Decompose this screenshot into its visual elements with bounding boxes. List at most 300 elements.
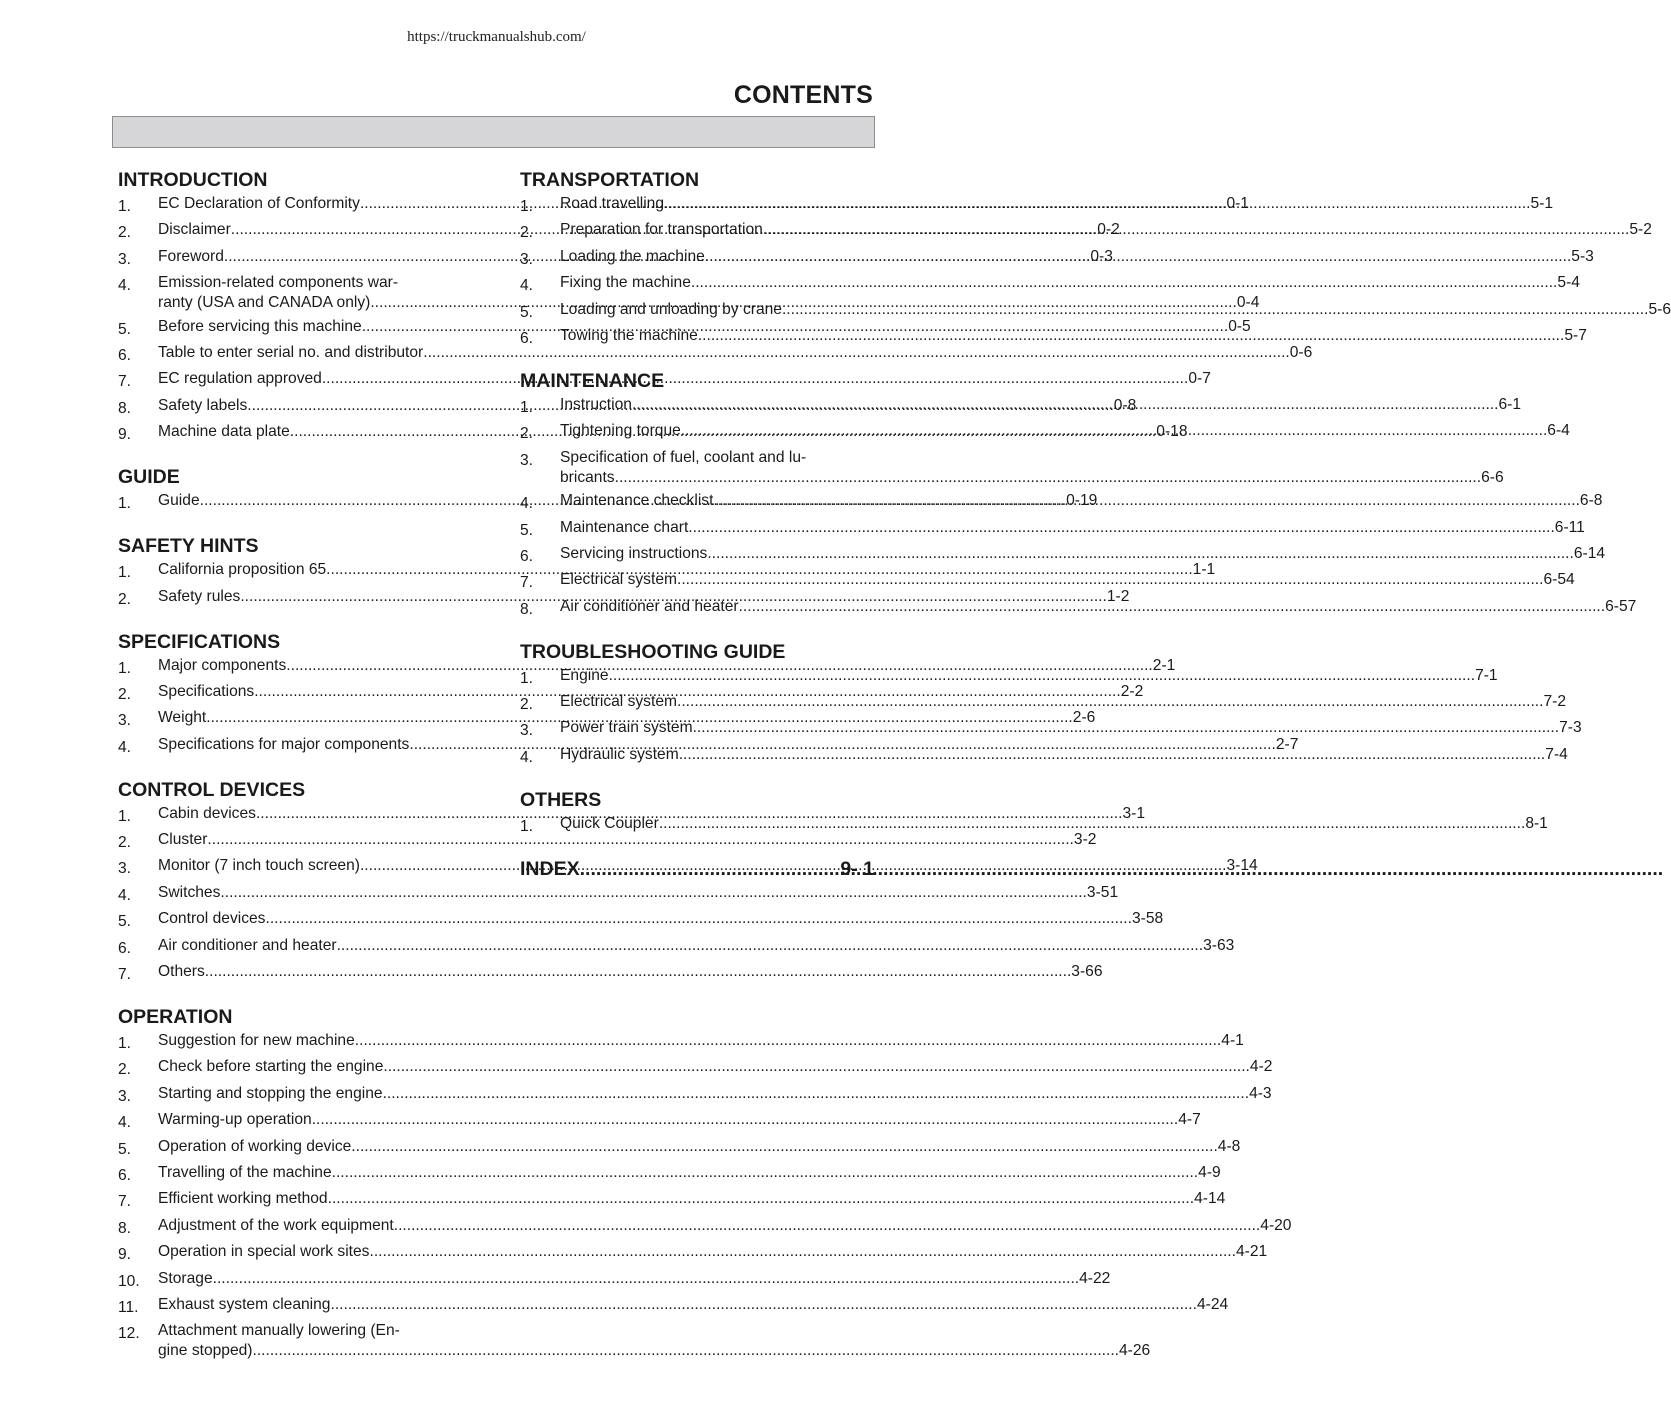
- entry-page: 6-54: [1543, 571, 1575, 589]
- entry-number: 2.: [118, 834, 132, 852]
- section-title: TROUBLESHOOTING GUIDE: [520, 640, 786, 663]
- entry-number: 2.: [118, 1061, 132, 1079]
- entry-text: [560, 692, 1566, 715]
- entry-number: 11.: [118, 1298, 139, 1316]
- entry-label: Tightening torque: [560, 422, 681, 440]
- entry-text: [560, 326, 1587, 349]
- entry-label: Disclaimer: [158, 221, 231, 239]
- entry-line: [560, 194, 1553, 214]
- entry-line: [158, 1216, 1291, 1236]
- entry-text: [560, 666, 1498, 689]
- dot-leader: [681, 421, 1548, 441]
- entry-text: [158, 1031, 1244, 1054]
- entry-label: Road travelling: [560, 195, 665, 212]
- entry-label: Safety labels: [158, 396, 248, 414]
- entry-text: [560, 570, 1575, 593]
- entry-label: Cabin devices: [158, 804, 256, 822]
- dot-leader: [679, 745, 1546, 765]
- index-label: INDEX: [520, 857, 580, 880]
- entry-text: [560, 273, 1580, 296]
- entry-number: 1.: [118, 659, 132, 677]
- entry-label: Hydraulic system: [560, 745, 679, 763]
- entry-line: [560, 666, 1498, 686]
- section-title: OTHERS: [520, 788, 602, 811]
- entry-number: 5.: [520, 521, 534, 539]
- dot-leader: [383, 1057, 1250, 1077]
- entry-page: 0-3: [1090, 247, 1113, 265]
- entry-line: [158, 1269, 1110, 1289]
- entry-text: [560, 491, 1602, 514]
- toc-entry[interactable]: [118, 1137, 1241, 1160]
- entry-text: [158, 1216, 1291, 1239]
- entry-line: [560, 597, 1636, 617]
- entry-label: bricants: [560, 468, 615, 486]
- toc-entry[interactable]: [520, 448, 1504, 488]
- entry-line: [560, 518, 1585, 538]
- entry-label: Adjustment of the work equipment: [158, 1216, 394, 1234]
- entry-line: [560, 326, 1587, 346]
- entry-page: 5-2: [1629, 221, 1652, 239]
- entry-text: [158, 962, 1103, 985]
- entry-page: 4-26: [1119, 1342, 1151, 1360]
- entry-number: 5.: [118, 913, 132, 931]
- section-title: MAINTENANCE: [520, 369, 665, 392]
- toc-entry[interactable]: [520, 273, 1580, 296]
- entry-label: Guide: [158, 492, 200, 510]
- toc-entry[interactable]: [520, 666, 1498, 689]
- entry-page: 4-20: [1260, 1216, 1292, 1234]
- dot-leader: [688, 518, 1555, 538]
- entry-label: Loading and unloading by crane: [560, 300, 782, 318]
- entry-label: Power train system: [560, 719, 693, 737]
- dot-leader: [698, 326, 1565, 346]
- entry-number: 3.: [118, 712, 132, 730]
- section-title: TRANSPORTATION: [520, 169, 700, 191]
- entry-number: 3.: [520, 722, 534, 740]
- entry-page: 3-51: [1086, 883, 1119, 901]
- entry-page: 6-8: [1579, 492, 1603, 510]
- entry-page: 0-6: [1289, 343, 1313, 361]
- toc-entry[interactable]: [118, 1084, 1272, 1107]
- entry-page: 4-3: [1249, 1084, 1272, 1102]
- toc-entry[interactable]: [520, 692, 1567, 715]
- entry-number: 6.: [520, 329, 534, 347]
- entry-text: [158, 1084, 1272, 1107]
- entry-label: Air conditioner and heater: [560, 597, 739, 615]
- entry-number: 3.: [118, 1087, 132, 1105]
- entry-text: [560, 745, 1568, 768]
- dot-leader: [763, 220, 1630, 240]
- entry-number: 1.: [520, 817, 534, 835]
- entry-number: 5.: [520, 303, 534, 321]
- toc-entry[interactable]: [118, 1189, 1226, 1212]
- entry-number: 4.: [520, 277, 534, 295]
- entry-number: 1.: [520, 198, 534, 215]
- entry-text: [158, 1269, 1110, 1292]
- entry-text: [158, 909, 1163, 932]
- entry-text: [158, 1295, 1228, 1318]
- dot-leader: [693, 718, 1560, 738]
- entry-page: 2-7: [1275, 735, 1299, 753]
- entry-label: Instruction: [560, 395, 632, 413]
- entry-page: 6-11: [1554, 518, 1585, 536]
- entry-number: 9.: [118, 1246, 132, 1264]
- entry-number: 10.: [118, 1272, 140, 1290]
- entry-number: 7.: [118, 966, 132, 984]
- entry-number: 6.: [118, 939, 132, 957]
- dot-leader: [664, 194, 1531, 214]
- entry-page: 0-8: [1113, 396, 1137, 414]
- entry-number: 4.: [118, 886, 132, 904]
- entry-number: 8.: [520, 600, 534, 618]
- entry-number: 4.: [520, 495, 534, 513]
- entry-line: [158, 1189, 1225, 1209]
- entry-text: [560, 448, 1504, 488]
- entry-number: 2.: [118, 685, 132, 703]
- entry-page: 3-1: [1122, 804, 1145, 822]
- toc-entry[interactable]: [520, 597, 1637, 620]
- dot-leader: [213, 1269, 1080, 1289]
- entry-number: 5.: [118, 1140, 132, 1158]
- entry-page: 2-2: [1120, 682, 1144, 700]
- entry-number: 4.: [118, 277, 132, 295]
- source-url: https://truckmanualshub.com/: [407, 29, 586, 45]
- entry-label: Safety rules: [158, 587, 241, 605]
- entry-line: [158, 1084, 1272, 1104]
- toc-entry[interactable]: [118, 1295, 1229, 1318]
- dot-leader: [705, 247, 1572, 267]
- toc-entry[interactable]: [118, 962, 1103, 985]
- toc-entry[interactable]: [118, 1163, 1221, 1186]
- toc-entry[interactable]: [118, 909, 1164, 932]
- entry-label: Preparation for transportation: [560, 221, 763, 239]
- entry-line: [158, 1163, 1221, 1183]
- entry-number: 8.: [118, 1219, 132, 1237]
- entry-line: [158, 1031, 1244, 1051]
- entry-number: 6.: [520, 547, 534, 565]
- entry-page: 0-1: [1226, 195, 1249, 212]
- entry-line: [158, 1295, 1228, 1315]
- entry-label: Switches: [158, 883, 221, 901]
- toc-index-entry[interactable]: [520, 858, 874, 881]
- toc-entry[interactable]: [118, 1269, 1111, 1292]
- entry-page: 7-2: [1543, 693, 1567, 711]
- entry-line: [560, 570, 1575, 590]
- dot-leader: [253, 1341, 1120, 1361]
- dot-leader: [713, 491, 1580, 511]
- entry-label-line1: Specification of fuel, coolant and lu-: [560, 448, 807, 466]
- entry-page: 3-66: [1071, 963, 1103, 981]
- section-operation: [118, 1006, 1292, 1361]
- entry-text: [158, 1321, 1150, 1361]
- entry-text: [158, 936, 1234, 959]
- entry-page: 5-4: [1557, 274, 1580, 292]
- entry-label: Quick Coupler: [560, 814, 659, 832]
- entry-label: Starting and stopping the engine: [158, 1084, 383, 1102]
- entry-page: 0-19: [1066, 492, 1098, 510]
- entry-page: 7-3: [1559, 719, 1582, 737]
- entry-text: [158, 883, 1118, 906]
- entry-page: 6-4: [1547, 422, 1570, 440]
- entry-number: 3.: [520, 250, 534, 268]
- dot-leader: [328, 1189, 1195, 1209]
- entry-number: 1.: [118, 495, 132, 513]
- section-title: CONTROL DEVICES: [118, 778, 306, 801]
- entry-line: [560, 300, 1671, 320]
- entry-page: 0-7: [1188, 370, 1211, 388]
- entry-line: [560, 468, 1504, 488]
- entry-label: Specifications for major components: [158, 735, 410, 753]
- entry-label: Suggestion for new machine: [158, 1032, 355, 1050]
- entry-page: 6-14: [1573, 544, 1606, 562]
- entry-label: Exhaust system cleaning: [158, 1295, 331, 1313]
- entry-label: Fixing the machine: [560, 274, 691, 292]
- entry-page: 7-4: [1545, 745, 1568, 763]
- dot-leader: [782, 300, 1649, 320]
- dot-leader: [615, 468, 1482, 488]
- entry-line: [560, 718, 1582, 738]
- entry-label: Others: [158, 963, 205, 981]
- entry-page: 5-7: [1564, 326, 1587, 344]
- entry-label: EC Declaration of Conformity: [158, 195, 360, 212]
- entry-number: 4.: [520, 748, 534, 766]
- entry-number: 1.: [118, 564, 132, 582]
- toc-entry[interactable]: [520, 814, 1548, 837]
- entry-number: 2.: [520, 224, 534, 242]
- entry-label: Towing the machine: [560, 326, 698, 344]
- entry-page: 1-1: [1192, 561, 1216, 579]
- dot-leader: [205, 962, 1072, 982]
- entry-label: Cluster: [158, 831, 208, 849]
- entry-page: 8-1: [1525, 814, 1548, 832]
- dot-leader: [312, 1110, 1179, 1130]
- entry-label: Travelling of the machine: [158, 1163, 332, 1181]
- entry-page: 4-2: [1249, 1058, 1273, 1076]
- dot-leader: [707, 544, 1574, 564]
- toc-entry[interactable]: [118, 343, 1313, 366]
- entry-text: [158, 1057, 1272, 1080]
- entry-text: [158, 1242, 1267, 1265]
- entry-label: Before servicing this machine: [158, 317, 362, 335]
- entry-number: 4.: [118, 1114, 132, 1132]
- entry-label: Machine data plate: [158, 423, 290, 441]
- entry-label: Efficient working method: [158, 1190, 328, 1208]
- entry-page: 5-3: [1571, 247, 1594, 265]
- dot-leader: [580, 858, 841, 881]
- entry-label-line1: Attachment manually lowering (En-: [158, 1322, 400, 1340]
- entry-page: 4-9: [1198, 1163, 1221, 1181]
- toc-entry[interactable]: [118, 1057, 1273, 1080]
- dot-leader: [677, 692, 1544, 712]
- entry-line: [560, 491, 1602, 511]
- toc-entry[interactable]: [520, 518, 1585, 541]
- entry-page: 6-6: [1481, 468, 1504, 486]
- entry-line: [158, 1110, 1201, 1130]
- entry-page: 4-8: [1217, 1137, 1241, 1155]
- entry-label: Warming-up operation: [158, 1111, 312, 1129]
- entry-text: [560, 421, 1570, 444]
- dot-leader: [265, 909, 1132, 929]
- toc-entry[interactable]: [520, 745, 1568, 768]
- entry-line: [560, 544, 1605, 564]
- entry-label: Loading the machine: [560, 247, 705, 265]
- entry-page: 4-7: [1178, 1111, 1201, 1129]
- dot-leader: [394, 1216, 1261, 1236]
- entry-number: 12.: [118, 1325, 140, 1343]
- toc-entry[interactable]: [118, 1321, 1151, 1361]
- entry-label: Foreword: [158, 247, 224, 265]
- entry-text: [560, 518, 1585, 541]
- entry-number: 1.: [118, 1035, 132, 1053]
- dot-leader: [632, 395, 1499, 415]
- entry-page: 3-2: [1073, 831, 1097, 849]
- entry-label: Specifications: [158, 682, 255, 700]
- dot-leader: [330, 1295, 1197, 1315]
- entry-page: 4-21: [1235, 1243, 1268, 1261]
- entry-page: 3-14: [1226, 857, 1258, 875]
- entry-page: 2-1: [1152, 656, 1176, 674]
- entry-number: 9.: [118, 426, 132, 444]
- entry-page: 3-58: [1131, 910, 1164, 928]
- entry-line: [158, 1137, 1240, 1157]
- section-title: OPERATION: [118, 1006, 233, 1029]
- entry-number: 3.: [118, 250, 132, 268]
- entry-line: [158, 936, 1234, 956]
- entry-text: [560, 597, 1636, 620]
- page-title: CONTENTS: [733, 81, 873, 109]
- entry-label: Monitor (7 inch touch screen): [158, 857, 360, 875]
- entry-number: 2.: [118, 590, 132, 608]
- entry-page: 3-63: [1203, 936, 1235, 954]
- entry-line: [158, 962, 1103, 982]
- entry-label: Storage: [158, 1269, 213, 1287]
- dot-leader: [337, 936, 1204, 956]
- entry-text: [158, 1163, 1221, 1186]
- entry-label: EC regulation approved: [158, 370, 322, 388]
- entry-label: Maintenance chart: [560, 518, 689, 536]
- entry-text: [560, 814, 1548, 837]
- entry-label: ranty (USA and CANADA only): [158, 294, 371, 312]
- entry-page: 2-6: [1072, 709, 1096, 727]
- entry-text: [158, 1137, 1240, 1160]
- section-title: GUIDE: [118, 466, 180, 489]
- entry-line: [560, 220, 1652, 240]
- entry-number: 1.: [520, 398, 534, 416]
- entry-label: Major components: [158, 656, 287, 674]
- entry-page: 6-1: [1498, 395, 1521, 413]
- dot-leader: [677, 570, 1544, 590]
- entry-text: [560, 194, 1553, 217]
- entry-line: [158, 1057, 1272, 1077]
- entry-label: Check before starting the engine: [158, 1058, 384, 1076]
- toc-entry[interactable]: [118, 1110, 1201, 1133]
- entry-page: 4-24: [1196, 1295, 1229, 1313]
- dot-leader: [220, 883, 1087, 903]
- entry-number: 6.: [118, 1166, 132, 1184]
- entry-text: [560, 718, 1582, 741]
- entry-number: 7.: [118, 1193, 132, 1211]
- entry-line: [560, 421, 1570, 441]
- entry-page: 0-4: [1236, 294, 1260, 312]
- header-banner: [112, 116, 875, 148]
- entry-text: [560, 395, 1521, 418]
- toc-entry[interactable]: [118, 830, 1097, 853]
- entry-number: 8.: [118, 399, 132, 417]
- entry-text: [560, 544, 1605, 567]
- entry-label: Engine: [560, 666, 609, 684]
- entry-label: Electrical system: [560, 571, 677, 589]
- dot-leader: [351, 1137, 1218, 1157]
- section-title: SAFETY HINTS: [118, 535, 259, 558]
- entry-page: 4-22: [1079, 1269, 1111, 1287]
- toc-entry[interactable]: [118, 1216, 1292, 1239]
- dot-leader: [691, 273, 1558, 293]
- dot-leader: [355, 1031, 1222, 1051]
- index-page: 9- 1: [840, 857, 874, 880]
- dot-leader: [739, 597, 1606, 617]
- toc-entry[interactable]: [118, 883, 1119, 906]
- entry-number: 1.: [118, 807, 132, 825]
- entry-label: Operation of working device: [158, 1137, 352, 1155]
- entry-label: Weight: [158, 709, 207, 727]
- section-title: SPECIFICATIONS: [118, 630, 281, 653]
- entry-text: [560, 220, 1652, 243]
- entry-text: [158, 1110, 1201, 1133]
- entry-number: 1.: [118, 198, 132, 215]
- entry-label: Operation in special work sites: [158, 1243, 370, 1261]
- toc-entry[interactable]: [118, 936, 1235, 959]
- section-title: INTRODUCTION: [118, 169, 268, 191]
- entry-line: [560, 814, 1548, 834]
- entry-number: 2.: [520, 696, 534, 714]
- toc-entry[interactable]: [118, 1031, 1244, 1054]
- entry-label: Table to enter serial no. and distributor: [158, 343, 424, 361]
- entry-number: 3.: [118, 860, 132, 878]
- dot-leader: [383, 1084, 1250, 1104]
- entry-page: 5-1: [1530, 195, 1554, 212]
- entry-page: 7-1: [1475, 666, 1498, 684]
- entry-page: 5-6: [1648, 300, 1671, 318]
- toc-entry[interactable]: [118, 1242, 1268, 1265]
- entry-line: [158, 1341, 1150, 1361]
- dot-leader: [332, 1163, 1199, 1183]
- entry-text: [560, 300, 1671, 323]
- dot-leader: [609, 666, 1476, 686]
- dot-leader: [659, 814, 1526, 834]
- toc-entry[interactable]: [520, 544, 1606, 567]
- entry-label: California proposition 65: [158, 561, 327, 579]
- dot-leader: [369, 1242, 1236, 1262]
- entry-number: 2.: [520, 425, 534, 443]
- entry-number: 7.: [520, 574, 534, 592]
- entry-line: [560, 745, 1568, 765]
- entry-line: [560, 273, 1580, 293]
- entry-line: [560, 247, 1594, 267]
- entry-page: 4-1: [1221, 1032, 1244, 1050]
- entry-number: 2.: [118, 224, 132, 242]
- entry-page: 0-18: [1156, 423, 1188, 441]
- entry-label: Maintenance checklist: [560, 492, 714, 510]
- entry-text: [158, 1189, 1225, 1212]
- entry-label: Control devices: [158, 910, 266, 928]
- entry-line: [158, 909, 1163, 929]
- entry-line: [158, 1242, 1267, 1262]
- entry-line: [158, 883, 1118, 903]
- entry-label-line1: Emission-related components war-: [158, 274, 399, 292]
- entry-number: 4.: [118, 738, 132, 756]
- entry-line: [560, 395, 1521, 415]
- entry-page: 1-2: [1106, 587, 1130, 605]
